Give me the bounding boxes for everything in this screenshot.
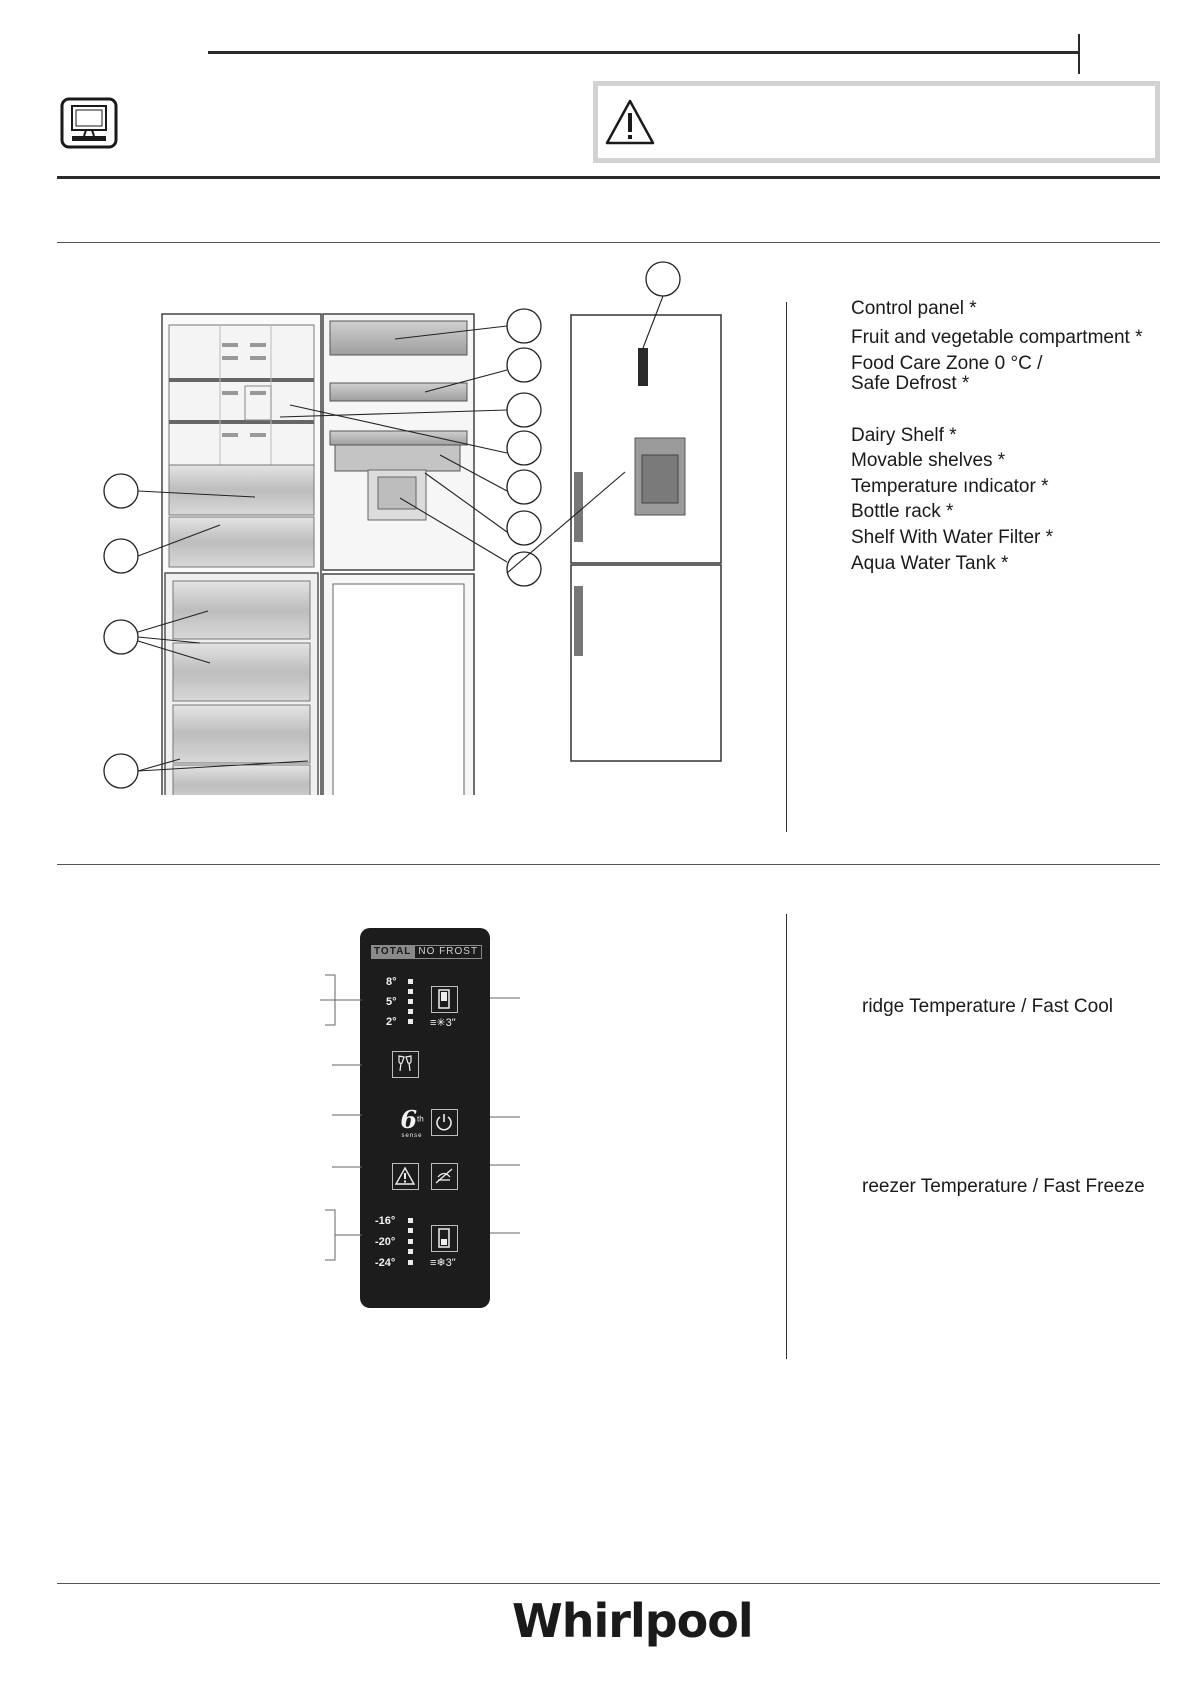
parts-item-bottle-rack: Bottle rack *	[851, 501, 954, 522]
parts-item-safe-defrost: Safe Defrost *	[851, 373, 970, 394]
sixth-sense-number: 6	[400, 1105, 418, 1134]
total-no-frost-badge	[371, 945, 482, 959]
header-top-rule	[208, 51, 1080, 54]
parts-item-food-care-zone: Food Care Zone 0 °C /	[851, 353, 1043, 374]
header-bottom-rule	[57, 176, 1160, 179]
parts-item-temperature-indicator: Temperature ındicator *	[851, 476, 1049, 497]
fast-cool-snowflake-icon: ≡✳	[430, 1017, 446, 1029]
monitor-icon	[60, 97, 118, 154]
freezer-temp-20: -20°	[375, 1236, 396, 1248]
fast-freeze-label: 3"	[445, 1257, 456, 1269]
freezer-temp-16: -16°	[375, 1215, 396, 1227]
fridge-temp-5: 5°	[386, 996, 397, 1008]
parts-item-aqua-water-tank: Aqua Water Tank *	[851, 553, 1009, 574]
parts-item-fruit-vegetable: Fruit and vegetable compartment *	[851, 327, 1143, 348]
parts-item-dairy-shelf: Dairy Shelf *	[851, 425, 957, 446]
fast-freeze-snowflake-icon: ≡❄	[430, 1257, 446, 1269]
parts-item-water-filter-shelf: Shelf With Water Filter *	[851, 527, 1054, 548]
panel-leader-lines	[320, 965, 530, 1270]
header-tick	[1078, 34, 1080, 74]
warning-triangle-icon	[604, 98, 656, 151]
footer-rule	[57, 1583, 1160, 1584]
parts-item-control-panel: Control panel *	[851, 298, 977, 319]
freezer-temp-24: -24°	[375, 1257, 396, 1269]
section1-rule	[57, 242, 1160, 243]
functions-divider	[786, 914, 787, 1359]
sixth-sense-suffix: th	[417, 1114, 424, 1124]
whirlpool-logo: Whirlpool	[512, 1594, 753, 1648]
function-freezer-temperature: reezer Temperature / Fast Freeze	[862, 1176, 1145, 1197]
warning-box	[593, 81, 1160, 163]
fridge-illustration	[95, 255, 755, 800]
parts-divider	[786, 302, 787, 832]
fridge-temp-8: 8°	[386, 976, 397, 988]
section2-rule	[57, 864, 1160, 865]
fast-cool-label: 3"	[445, 1017, 456, 1029]
badge-total: TOTAL	[371, 945, 414, 959]
fridge-temp-2: 2°	[386, 1016, 397, 1028]
parts-item-movable-shelves: Movable shelves *	[851, 450, 1006, 471]
function-fridge-temperature: ridge Temperature / Fast Cool	[862, 996, 1113, 1017]
sixth-sense-subtitle: sense	[401, 1133, 423, 1139]
badge-no-frost: NO FROST	[414, 945, 482, 959]
